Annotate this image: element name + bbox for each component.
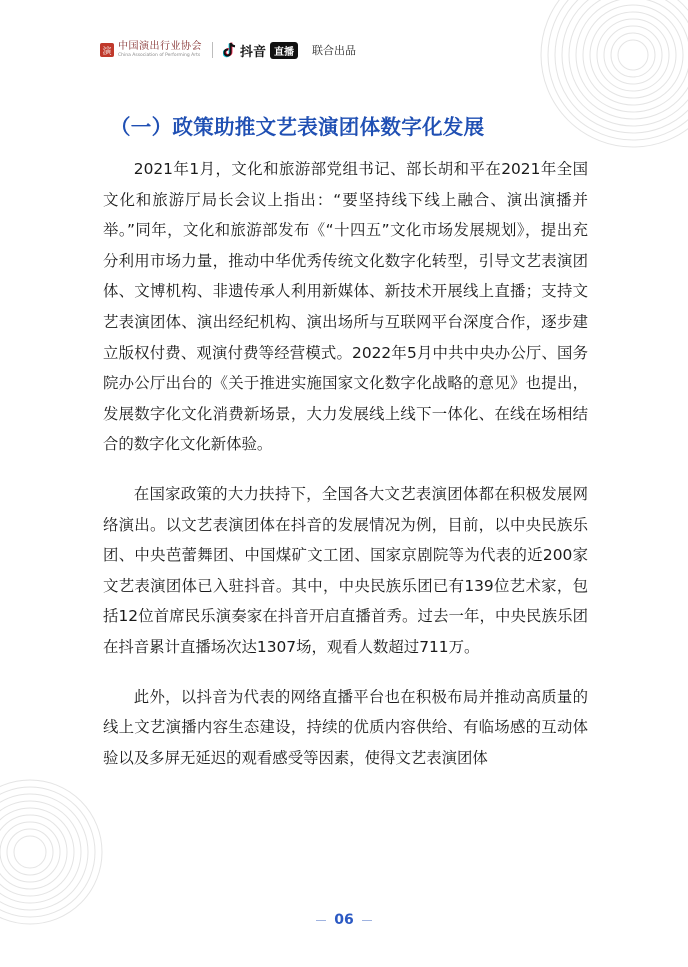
seal-icon: 演 [100, 43, 114, 57]
caa-logo [100, 42, 202, 59]
page-footer [0, 912, 688, 928]
live-badge: 直播 [270, 42, 298, 59]
footer-dash-right [362, 920, 372, 921]
header-divider [212, 42, 213, 58]
douyin-note-icon [223, 42, 237, 58]
footer-dash-left [316, 920, 326, 921]
douyin-name: 抖音 [240, 44, 267, 60]
caa-name-cn: 中国演出行业协会 [118, 40, 202, 52]
douyin-live-logo [223, 41, 298, 60]
joint-production-label: 联合出品 [312, 44, 357, 57]
page-number: 06 [334, 912, 354, 928]
concentric-circles-decoration [0, 777, 105, 927]
section-title: （一）政策助推文艺表演团体数字化发展 [110, 115, 485, 139]
paragraph: 2021年1月，文化和旅游部党组书记、部长胡和平在2021年全国文化和旅游厅局长会议上指出：“要坚持线下线上融合、演出演播并举。”同年，文化和旅游部发布《“十四五”文化市场发展规划》，提出充分利用市场力量，推动中华优秀传统文化数字化转型，引导文艺表演团体、文博机构、非遗传承人利用新媒体、新技术开展线上直播；支持文艺表演团体、演出经纪机构、演出场所与互联网平台深度合作，逐步建立版权付费、观演付费等经营模式。2022年5月中共中央办公厅、国务院办公厅出台的《关于推进实施国家文化数字化战略的意见》也提出，发展数字化文化消费新场景，大力发展线上线下一体化、在线在场相结合的数字化文化新体验。 [103, 160, 588, 454]
paragraph: 在国家政策的大力扶持下，全国各大文艺表演团体都在积极发展网络演出。以文艺表演团体在抖音的发展情况为例，目前，以中央民族乐团、中央芭蕾舞团、中国煤矿文工团、国家京剧院等为代表的近200家文艺表演团体已入驻抖音。其中，中央民族乐团已有139位艺术家，包括12位首席民乐演奏家在抖音开启直播首秀。过去一年，中央民族乐团在抖音累计直播场次达1307场，观看人数超过711万。 [103, 484, 588, 656]
paragraph: 此外，以抖音为代表的网络直播平台也在积极布局并推动高质量的线上文艺演播内容生态建设，持续的优质内容供给、有临场感的互动体验以及多屏无延迟的观看感受等因素，使得文艺表演团体 [103, 687, 588, 767]
page-header [100, 38, 356, 62]
concentric-circles-decoration [538, 0, 688, 150]
body-text [103, 154, 588, 792]
caa-name-en: China Association of Performing Arts [118, 52, 201, 58]
